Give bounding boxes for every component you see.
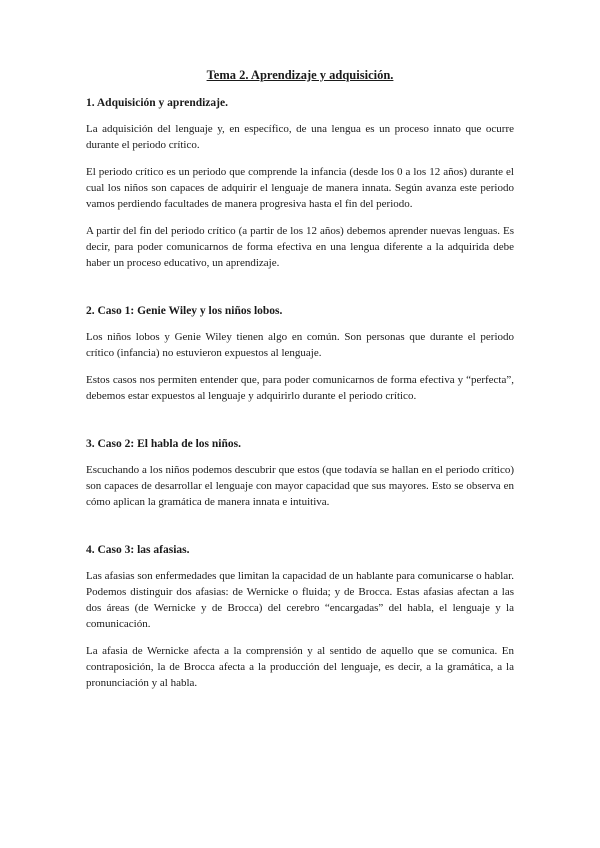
section-heading: 4. Caso 3: las afasias. [86, 544, 190, 556]
paragraph: La adquisición del lenguaje y, en específico, de una lengua es un proceso innato que ocurre durante el periodo crítico. [86, 123, 514, 151]
section-adquisicion [86, 97, 514, 271]
paragraph: El periodo crítico es un periodo que comprende la infancia (desde los 0 a los 12 años) durante el cual los niños son capaces de adquirir el lenguaje de manera innata. Según avanza este periodo vamos perdiendo facultades de manera progresiva hasta el fin del periodo. [86, 166, 514, 210]
section-heading: 2. Caso 1: Genie Wiley y los niños lobos. [86, 305, 283, 317]
section-caso-1 [86, 305, 514, 404]
paragraph: La afasia de Wernicke afecta a la comprensión y al sentido de aquello que se comunica. En contraposición, la de Brocca afecta a la producción del lenguaje, es decir, a la gramática, a la pronunciación y al habla. [86, 645, 514, 689]
document-title: Tema 2. Aprendizaje y adquisición. [206, 68, 394, 82]
paragraph: Las afasias son enfermedades que limitan la capacidad de un hablante para comunicarse o hablar. Podemos distinguir dos afasias: de Wernicke o fluida; y de Brocca. Estas afasias afectan a las dos áreas (de Wernicke y de Brocca) del cerebro “encargadas” del habla, el lenguaje y la comunicación. [86, 570, 514, 630]
paragraph: A partir del fin del periodo crítico (a partir de los 12 años) debemos aprender nuevas lenguas. Es decir, para poder comunicarnos de forma efectiva en una lengua diferente a la adquirida debe haber un proceso educativo, un aprendizaje. [86, 225, 514, 269]
paragraph: Escuchando a los niños podemos descubrir que estos (que todavía se hallan en el periodo crítico) son capaces de desarrollar el lenguaje con mayor capacidad que sus mayores. Esto se observa en cómo aplican la gramática de manera innata e intuitiva. [86, 464, 514, 508]
section-heading: 1. Adquisición y aprendizaje. [86, 97, 228, 109]
paragraph: Estos casos nos permiten entender que, para poder comunicarnos de forma efectiva y “perfecta”, debemos estar expuestos al lenguaje y adquirirlo durante el periodo crítico. [86, 374, 514, 402]
section-caso-3 [86, 544, 514, 691]
paragraph: Los niños lobos y Genie Wiley tienen algo en común. Son personas que durante el periodo crítico (infancia) no estuvieron expuestos al lenguaje. [86, 331, 514, 359]
section-caso-2 [86, 438, 514, 510]
section-heading: 3. Caso 2: El habla de los niños. [86, 438, 241, 450]
